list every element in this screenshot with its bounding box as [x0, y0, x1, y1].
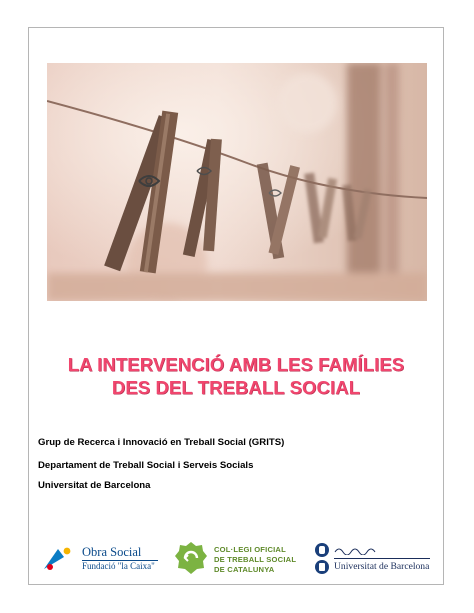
document-title-line-2: DES DEL TREBALL SOCIAL — [111, 377, 361, 398]
ub-logo — [314, 541, 434, 577]
cover-photo-clothespins — [47, 63, 427, 301]
ub-name: Universitat de Barcelona — [334, 561, 430, 572]
obra-social-name: Obra Social — [82, 545, 142, 559]
ctsc-emblem-icon — [174, 541, 208, 575]
obra-social-logo — [40, 543, 160, 575]
ctsc-line-2: DE TREBALL SOCIAL — [214, 555, 297, 564]
ctsc-line-3: DE CATALUNYA — [214, 565, 275, 574]
university: Universitat de Barcelona — [38, 480, 151, 491]
ctsc-logo — [174, 541, 314, 577]
ub-emblem-icon — [314, 542, 330, 576]
ub-scribble-icon — [334, 545, 378, 555]
department: Departament de Treball Social i Serveis Socials — [38, 460, 254, 471]
ub-rule — [334, 558, 430, 559]
la-caixa-star-icon — [40, 545, 78, 571]
document-title-line-1: LA INTERVENCIÓ AMB LES FAMÍLIES — [67, 354, 405, 375]
research-group: Grup de Recerca i Innovació en Treball Social (GRITS) — [38, 437, 285, 448]
ctsc-line-1: COL·LEGI OFICIAL — [214, 545, 286, 554]
clothespins-illustration — [47, 63, 427, 301]
obra-social-subtitle: Fundació "la Caixa" — [82, 561, 155, 571]
